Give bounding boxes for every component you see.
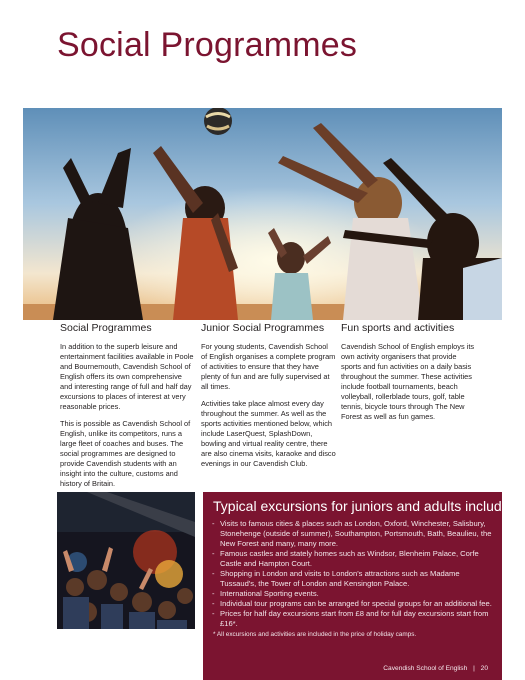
column-heading: Social Programmes [60,322,152,334]
page-title: Social Programmes [57,26,358,64]
list-item: - Prices for half day excursions start from £8 and for full day excursions start from £16*. [212,609,494,629]
column-heading: Fun sports and activities [341,322,455,334]
social-programmes-column [60,323,195,496]
excursions-list [212,519,494,629]
beach-volleyball-photo [23,108,502,320]
page-number: 20 [480,665,488,672]
excursions-heading: Typical excursions for juniors and adults include: [213,498,514,514]
fun-sports-column [341,323,476,429]
list-item: - International Sporting events. [212,589,494,599]
column-paragraph: This is possible as Cavendish School of English, unlike its competitors, runs a large fleet of coaches and buses. The social programmes are designed to provide Cavendish students with an insight into the culture, customs and history of Britain. [60,419,191,488]
column-paragraph: Cavendish School of English employs its own activity organisers that provide sports and fun activities on a daily basis throughout the summer. These activities include football tournaments, beach volleyball, rollerblade tours, golf, table tennis, bicycle tours through The New Forest as well as fun games. [341,342,475,421]
footer-separator: | [473,665,475,672]
column-paragraph: Activities take place almost every day throughout the summer. As well as the sports activities mentioned below, which include LaserQuest, SplashDown, bowling and virtual reality centre, there are also cinema visits, karaoke and disco evenings in our Cavendish Club. [201,399,336,468]
disco-party-photo [57,492,195,629]
list-item: - Visits to famous cities & places such as London, Oxford, Winchester, Salisbury, Stonehenge (outside of summer), Southampton, Portsmouth, Bath, Beaulieu, the New Forest and many, many more. [212,519,494,549]
list-item: - Individual tour programs can be arranged for special groups for an additional fee. [212,599,494,609]
list-item: - Shopping in London and visits to London's attractions such as Madame Tussaud's, the Tower of London and Kensington Palace. [212,569,494,589]
column-heading: Junior Social Programmes [201,322,325,334]
page-footer [383,665,488,672]
junior-social-programmes-column [201,323,336,476]
footer-school-name: Cavendish School of English [383,665,468,672]
column-paragraph: In addition to the superb leisure and entertainment facilities available in Poole and Bournemouth, Cavendish School of English offers its own comprehensive and interesting range of full and half day excursions to places of interest at very reasonable prices. [60,342,194,411]
list-item: - Famous castles and stately homes such as Windsor, Blenheim Palace, Corfe Castle and Hampton Court. [212,549,494,569]
excursions-box [203,492,514,680]
excursions-footnote: * All excursions and activities are included in the price of holiday camps. [213,631,417,638]
column-paragraph: For young students, Cavendish School of English organises a complete program of activities to ensure that they have plenty of fun and are fully supervised at all times. [201,342,336,391]
